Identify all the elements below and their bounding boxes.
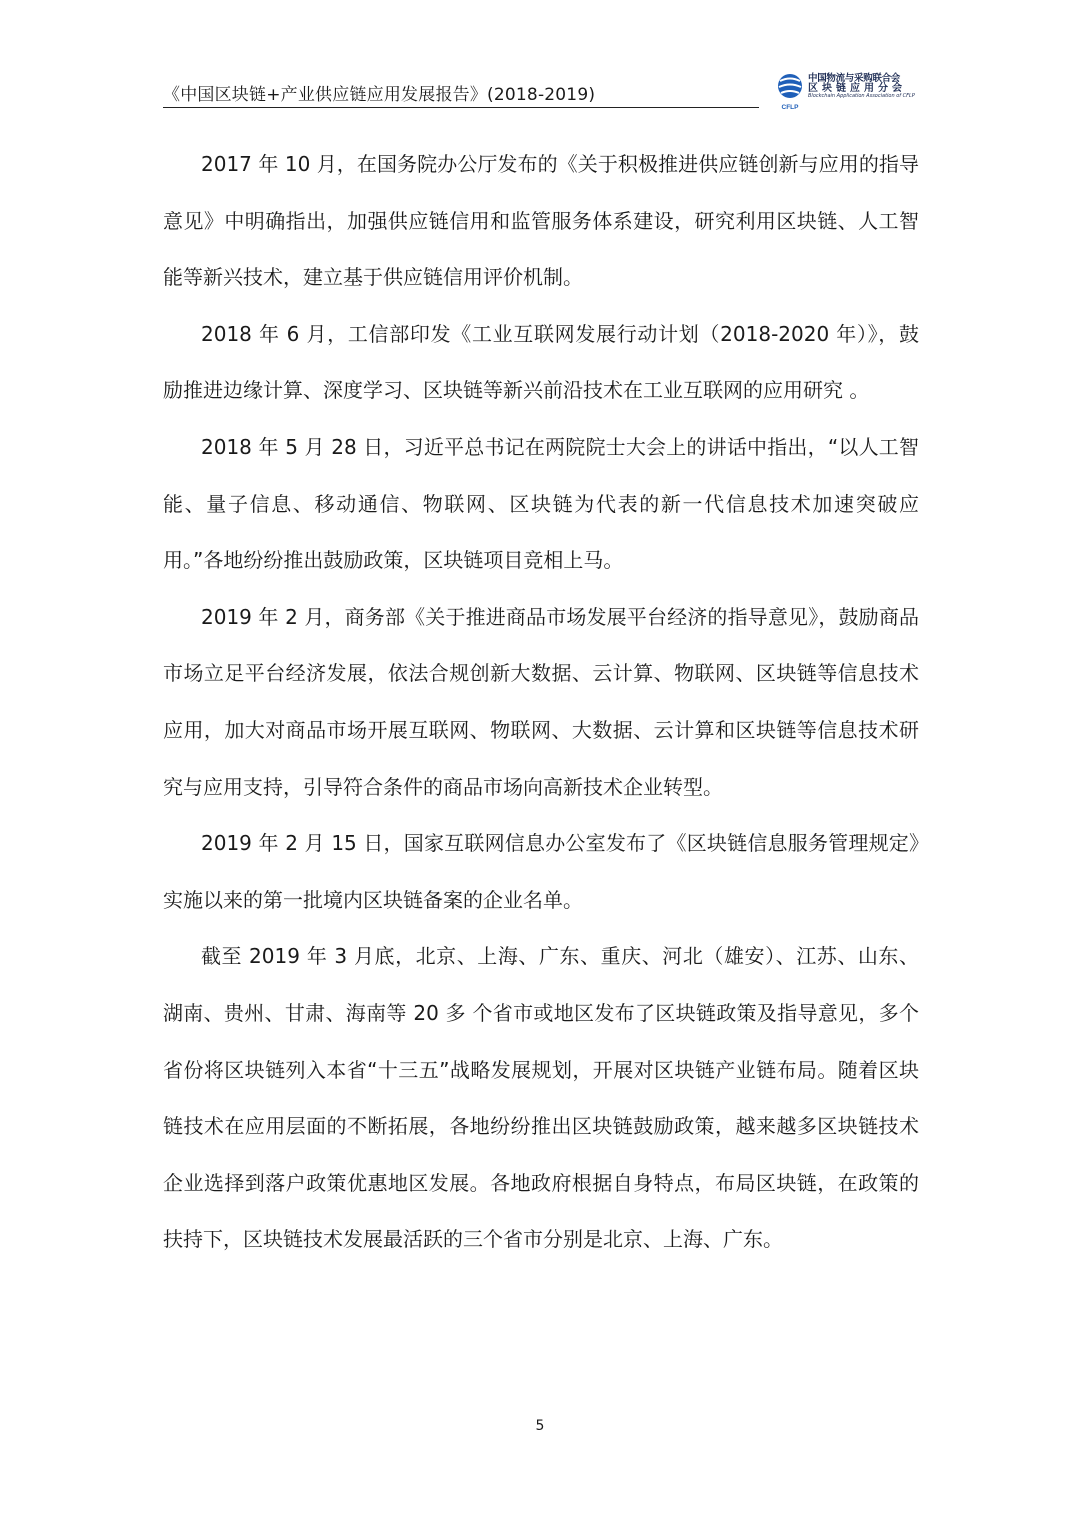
paragraph: 2018 年 5 月 28 日，习近平总书记在两院院士大会上的讲话中指出，“以人工智能、量子信息、移动通信、物联网、区块链为代表的新一代信息技术加速突破应用。”各地纷纷推出鼓励政策，区块链项目竞相上马。 — [163, 434, 919, 573]
logo-name-line1: 中国物流与采购联合会 — [808, 73, 901, 84]
header-divider — [163, 107, 759, 108]
paragraph: 2019 年 2 月 15 日，国家互联网信息办公室发布了《区块链信息服务管理规定》实施以来的第一批境内区块链备案的企业名单。 — [163, 831, 919, 912]
logo-name-english: Blockchain Application Association of CFLP — [808, 93, 915, 100]
paragraph: 2017 年 10 月，在国务院办公厅发布的《关于积极推进供应链创新与应用的指导意见》中明确指出，加强供应链信用和监管服务体系建设，研究利用区块链、人工智能等新兴技术，建立基于供应链信用评价机制。 — [163, 152, 919, 290]
report-title: 《中国区块链+产业供应链应用发展报告》(2018-2019) — [163, 85, 596, 105]
cflp-logo — [775, 72, 925, 112]
logo-abbr: CFLP — [781, 104, 799, 111]
paragraph: 截至 2019 年 3 月底，北京、上海、广东、重庆、河北（雄安）、江苏、山东、湖南、贵州、甘肃、海南等 20 多 个省市或地区发布了区块链政策及指导意见，多个省份将区块链列入本省“十三五”战略发展规划，开展对区块链产业链布局。随着区块链技术在应用层面的不断拓展，各地纷纷推出区块链鼓励政策，越来越多区块链技术企业选择到落户政策优惠地区发展。各地政府根据自身特点，布局区块链，在政策的扶持下，区块链技术发展最活跃的三个省市分别是北京、上海、广东。 — [163, 944, 919, 1252]
paragraph: 2019 年 2 月，商务部《关于推进商品市场发展平台经济的指导意见》，鼓励商品市场立足平台经济发展，依法合规创新大数据、云计算、物联网、区块链等信息技术应用，加大对商品市场开展互联网、物联网、大数据、云计算和区块链等信息技术研究与应用支持，引导符合条件的商品市场向高新技术企业转型。 — [163, 604, 919, 799]
document-body — [163, 136, 919, 1268]
logo-name-line2: 区块链应用分会 — [808, 82, 906, 94]
globe-icon — [775, 72, 805, 112]
page-header — [163, 68, 923, 116]
page-number: 5 — [535, 1418, 545, 1434]
paragraph: 2018 年 6 月，工信部印发《工业互联网发展行动计划（2018-2020 年）》，鼓励推进边缘计算、深度学习、区块链等新兴前沿技术在工业互联网的应用研究 。 — [163, 321, 919, 403]
logo-text — [808, 74, 928, 100]
